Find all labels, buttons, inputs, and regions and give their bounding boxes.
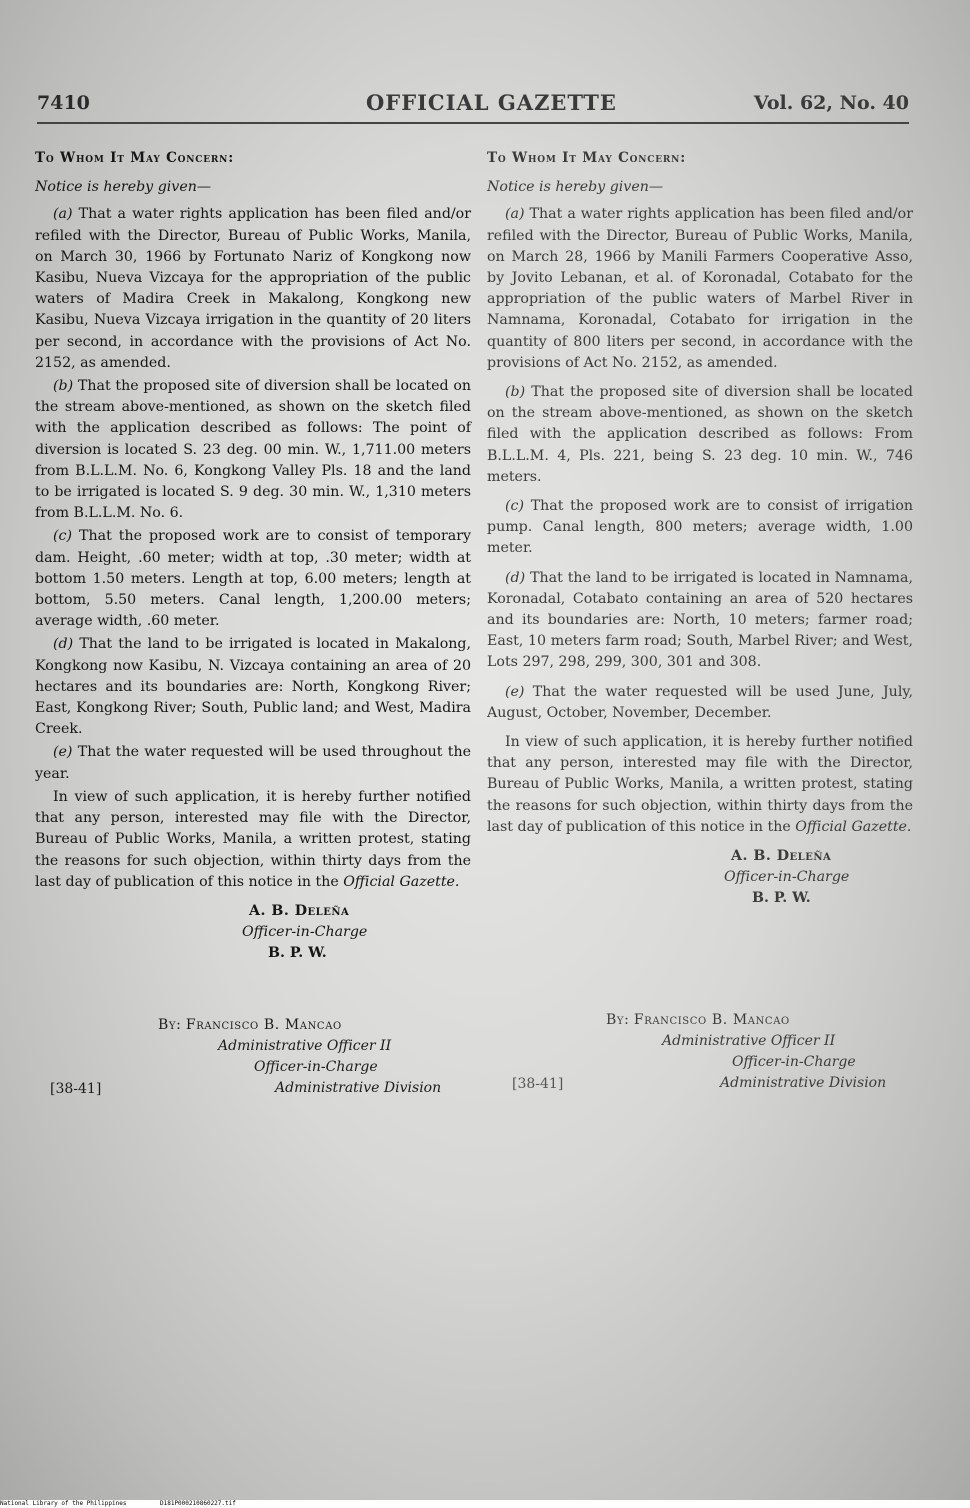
by-signatory [158, 1015, 441, 1036]
right-notice [487, 148, 913, 909]
paragraph-marker: (d) [53, 636, 74, 653]
paragraph-marker: (e) [505, 683, 525, 700]
paragraph-text: That a water rights application has been filed and/or refiled with the Director, Bureau of Public Works, Manila, on March 30, 1966 by Fortunato Nariz of Kongkong now Kasibu, Nueva Vizcaya for the appropriation of the public waters of Madira Creek in Makalong, Kongkong new Kasibu, Nueva Vizcaya irrigation in the quantity of 20 liters per second, in accordance with the provisions of Act No. 2152, as amended. [35, 206, 471, 371]
paragraph-text: That the proposed site of diversion shall be located on the stream above-mentioned, as shown on the sketch filed with the application described as follows: From B.L.L.M. 4, Pls. 221, being S. 23 deg. 10 min. W., 746 meters. [487, 384, 913, 485]
signatory-office: B. P. W. [268, 944, 327, 961]
paragraph-text: That the proposed work are to consist of temporary dam. Height, .60 meter; width at top, .30 meter; width at bottom 1.50 meters. Length at top, 6.00 meters; length at bottom, 5.50 meters. Canal length, 1,200.00 meters; average width, .60 meter. [35, 528, 471, 630]
paragraph-text: That the proposed work are to consist of irrigation pump. Canal length, 800 meters; average width, 1.00 meter. [487, 498, 914, 557]
by-name: Francisco B. Mancao [185, 1017, 342, 1033]
by-title-2: Officer-in-Charge [732, 1054, 856, 1070]
paragraph-marker: (d) [505, 569, 526, 586]
gazette-reference: Official Gazette. [795, 818, 912, 835]
paragraph-e [487, 682, 913, 724]
left-by-block [158, 1015, 441, 1099]
closing-paragraph [35, 787, 471, 893]
paragraph-c [487, 496, 913, 560]
by-title-2: Officer-in-Charge [254, 1059, 378, 1075]
by-prefix: By: [158, 1017, 182, 1033]
closing-text: In view of such application, it is hereby further notified that any person, interested may file with the Director, Bureau of Public Works, Manila, a written protest, stating the reasons for such objection, within thirty days from the last day of publication of this notice in the [487, 734, 913, 835]
paragraph-c [35, 526, 471, 632]
signatory-title: Officer-in-Charge [724, 869, 850, 886]
signature-block [35, 901, 471, 964]
volume-number: Vol. 62, No. 40 [753, 92, 909, 114]
paragraph-e [35, 742, 471, 784]
paragraph-marker: (c) [505, 498, 525, 515]
by-title-3: Administrative Division [720, 1075, 887, 1091]
signature-block [487, 846, 913, 909]
salutation: To Whom It May Concern: [35, 150, 234, 166]
by-title-1: Administrative Officer II [662, 1033, 836, 1049]
scan-footer [0, 1500, 970, 1508]
paragraph-text: That the land to be irrigated is located in Makalong, Kongkong now Kasibu, N. Vizcaya containing an area of 20 hectares and its boundaries are: North, Kongkong River; East, Kongkong River; South, Public land; and West, Madira Creek. [35, 636, 471, 738]
paragraph-b [487, 382, 913, 488]
page-number: 7410 [37, 92, 90, 114]
paragraph-marker: (a) [53, 206, 73, 223]
publication-title: OFFICIAL GAZETTE [366, 90, 617, 115]
by-prefix: By: [606, 1012, 630, 1028]
paragraph-marker: (e) [53, 744, 73, 761]
signatory-title: Officer-in-Charge [242, 923, 368, 940]
right-issue-reference: [38-41] [512, 1076, 564, 1092]
left-issue-reference: [38-41] [50, 1081, 102, 1097]
archive-name: National Library of the Philippines [0, 1500, 127, 1507]
paragraph-a [35, 204, 471, 374]
gazette-reference: Official Gazette. [343, 873, 460, 890]
page-header [37, 88, 909, 118]
paragraph-marker: (b) [505, 384, 526, 401]
salutation: To Whom It May Concern: [487, 150, 686, 166]
paragraph-marker: (a) [505, 206, 525, 223]
paragraph-text: That the water requested will be used throughout the year. [35, 744, 471, 782]
by-name: Francisco B. Mancao [633, 1012, 790, 1028]
signatory-name: A. B. Deleña [249, 902, 350, 919]
notice-intro: Notice is hereby given— [487, 179, 664, 196]
signatory-name: A. B. Deleña [731, 848, 832, 865]
paragraph-text: That a water rights application has been filed and/or refiled with the Director, Bureau of Public Works, Manila, on March 28, 1966 by Manili Farmers Cooperative Asso, by Jovito Lebanan, et al. of Koronadal, Cotabato for the appropriation of the public waters of Marbel River in Namnama, Koronadal, Cotabato for irrigation in the quantity of 800 liters per second, in accordance with the provisions of Act No. 2152, as amended. [487, 206, 914, 371]
paragraph-a [487, 204, 913, 374]
scan-file-id: D181P000210860227.tif [160, 1500, 236, 1507]
left-notice [35, 148, 471, 964]
signatory-office: B. P. W. [752, 890, 811, 907]
closing-text: In view of such application, it is hereby further notified that any person, interested may file with the Director, Bureau of Public Works, Manila, a written protest, stating the reasons for such objection, within thirty days from the last day of publication of this notice in the [35, 788, 471, 890]
paragraph-text: That the land to be irrigated is located in Namnama, Koronadal, Cotabato containing an area of 520 hectares and its boundaries are: North, 10 meters; farmer road; East, 10 meters farm road; South, Marbel River; and West, Lots 297, 298, 299, 300, 301 and 308. [487, 569, 913, 671]
by-title-3: Administrative Division [275, 1080, 442, 1096]
paragraph-b [35, 376, 471, 524]
paragraph-d [35, 634, 471, 740]
notice-intro: Notice is hereby given— [35, 179, 212, 196]
by-title-1: Administrative Officer II [218, 1038, 392, 1054]
paragraph-text: That the water requested will be used June, July, August, October, November, December. [487, 683, 913, 721]
paragraph-marker: (b) [53, 378, 74, 395]
paragraph-marker: (c) [53, 528, 73, 545]
header-rule [37, 122, 909, 124]
closing-paragraph [487, 732, 913, 838]
by-signatory [606, 1010, 886, 1031]
paragraph-d [487, 568, 913, 674]
paragraph-text: That the proposed site of diversion shall be located on the stream above-mentioned, as shown on the sketch filed with the application described as follows: The point of diversion is located S. 23 deg. 00 min. W., 1,711.00 meters from B.L.L.M. No. 6, Kongkong Valley Pls. 18 and the land to be irrigated is located S. 9 deg. 30 min. W., 1,310 meters from B.L.L.M. No. 6. [35, 378, 471, 522]
right-by-block [606, 1010, 886, 1094]
